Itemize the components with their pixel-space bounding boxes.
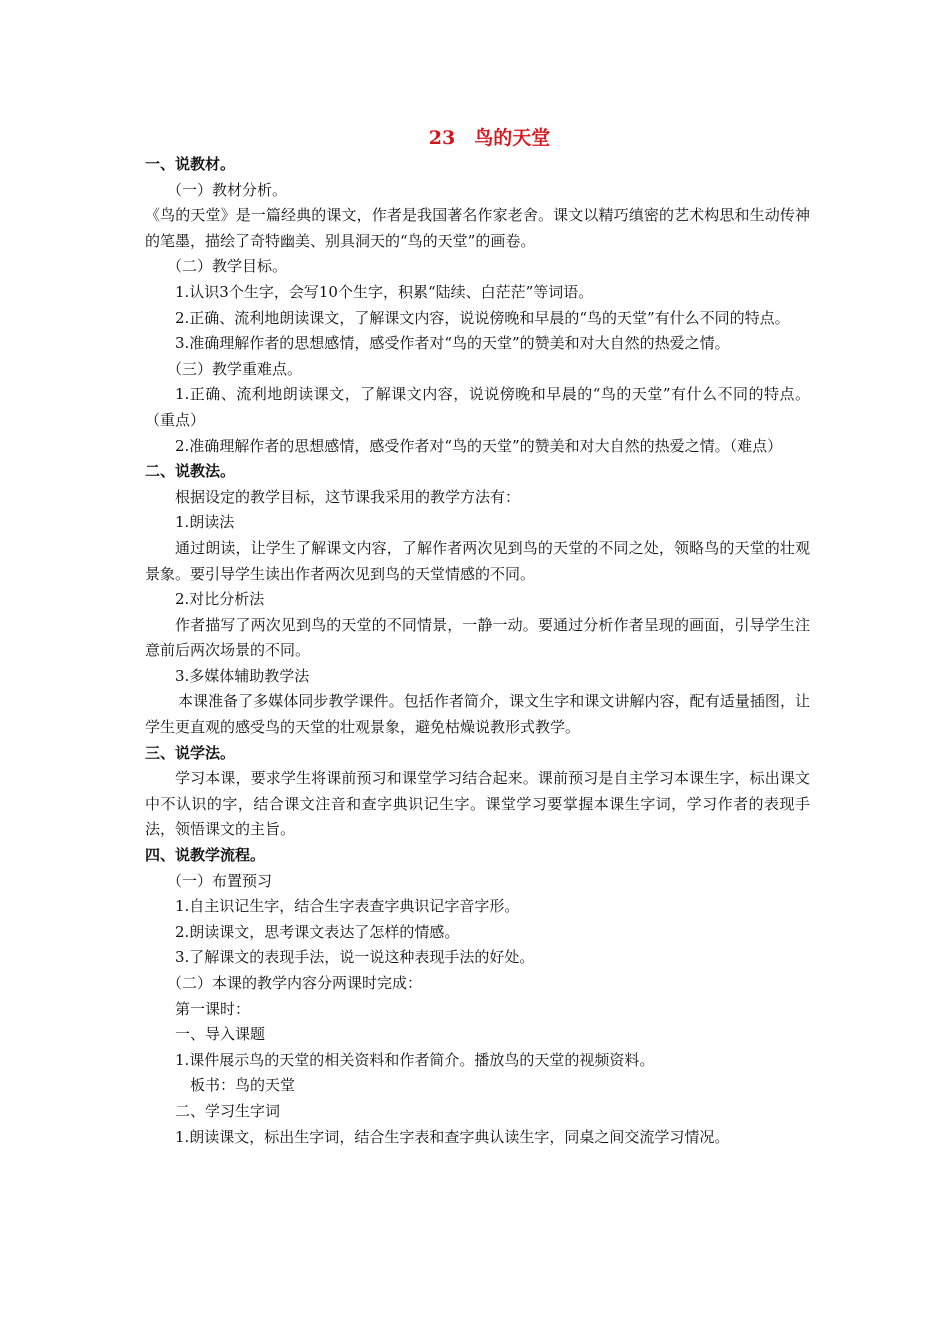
subheading-two-lessons: （二）本课的教学内容分两课时完成： (167, 974, 423, 992)
paragraph-method-intro: 根据设定的教学目标，这节课我采用的教学方法有： (175, 487, 521, 506)
goal-item-3: 3.准确理解作者的思想感情，感受作者对“鸟的天堂”的赞美和对大自然的热爱之情。 (175, 334, 730, 353)
method-multimedia: 3.多媒体辅助教学法 (175, 666, 310, 685)
preview-item-3: 3.了解课文的表现手法，说一说这种表现手法的好处。 (175, 948, 535, 967)
step-learn-new-words-item-1: 1.朗读课文，标出生字词，结合生字表和查字典认读生字，同桌之间交流学习情况。 (175, 1127, 730, 1146)
paragraph-method-comparison: 作者描写了两次见到鸟的天堂的不同情景，一静一动。要通过分析作者呈现的画面，引导学生注意前后两次场景的不同。 (145, 615, 810, 660)
preview-item-1: 1.自主识记生字，结合生字表查字典识记字音字形。 (175, 897, 520, 916)
subheading-teaching-goals: （二）教学目标。 (167, 257, 288, 276)
lesson-one-label: 第一课时： (175, 999, 251, 1018)
step-learn-new-words: 二、学习生字词 (175, 1101, 281, 1120)
paragraph-method-reading: 通过朗读，让学生了解课文内容，了解作者两次见到鸟的天堂的不同之处，领略鸟的天堂的壮观景象。要引导学生读出作者两次见到鸟的天堂情感的不同。 (145, 538, 810, 583)
page-title: 23 鸟的天堂 (428, 127, 551, 149)
section-heading-learning-method: 三、说学法。 (145, 743, 236, 762)
paragraph-learning-method: 学习本课，要求学生将课前预习和课堂学习结合起来。课前预习是自主学习本课生字，标出课文中不认识的字，结合课文注音和查字典识记生字。课堂学习要掌握本课生字词，学习作者的表现手法，领悟课文的主旨。 (145, 769, 810, 839)
key-point-2: 2.准确理解作者的思想感情，感受作者对“鸟的天堂”的赞美和对大自然的热爱之情。（难点） (175, 436, 783, 455)
paragraph-material-analysis: 《鸟的天堂》是一篇经典的课文，作者是我国著名作家老舍。课文以精巧缜密的艺术构思和生动传神的笔墨，描绘了奇特幽美、别具洞天的“鸟的天堂”的画卷。 (145, 206, 810, 250)
step-introduce-topic: 一、导入课题 (175, 1025, 266, 1044)
preview-item-2: 2.朗读课文，思考课文表达了怎样的情感。 (175, 922, 460, 941)
subheading-key-points: （三）教学重难点。 (167, 359, 303, 378)
method-reading: 1.朗读法 (175, 513, 235, 532)
subheading-preview: （一）布置预习 (167, 871, 273, 890)
section-heading-teaching-process: 四、说教学流程。 (145, 846, 266, 865)
blackboard-writing: 板书：鸟的天堂 (190, 1076, 296, 1095)
section-heading-teaching-material: 一、说教材。 (145, 155, 236, 173)
key-point-1: 1.正确、流利地朗读课文，了解课文内容，说说傍晚和早晨的“鸟的天堂”有什么不同的特点。（重点） (145, 385, 810, 429)
subheading-material-analysis: （一）教材分析。 (167, 180, 288, 199)
goal-item-1: 1.认识3个生字，会写10个生字，积累“陆续、白茫茫”等词语。 (175, 282, 594, 301)
section-heading-teaching-method: 二、说教法。 (145, 462, 236, 481)
paragraph-method-multimedia: 本课准备了多媒体同步教学课件。包括作者简介，课文生字和课文讲解内容，配有适量插图，让学生更直观的感受鸟的天堂的壮观景象，避免枯燥说教形式教学。 (145, 692, 810, 737)
goal-item-2: 2.正确、流利地朗读课文，了解课文内容，说说傍晚和早晨的“鸟的天堂”有什么不同的特点。 (175, 308, 790, 327)
step-introduce-topic-item-1: 1.课件展示鸟的天堂的相关资料和作者简介。播放鸟的天堂的视频资料。 (175, 1050, 655, 1069)
document-page (145, 124, 810, 1150)
method-comparison: 2.对比分析法 (175, 590, 265, 609)
